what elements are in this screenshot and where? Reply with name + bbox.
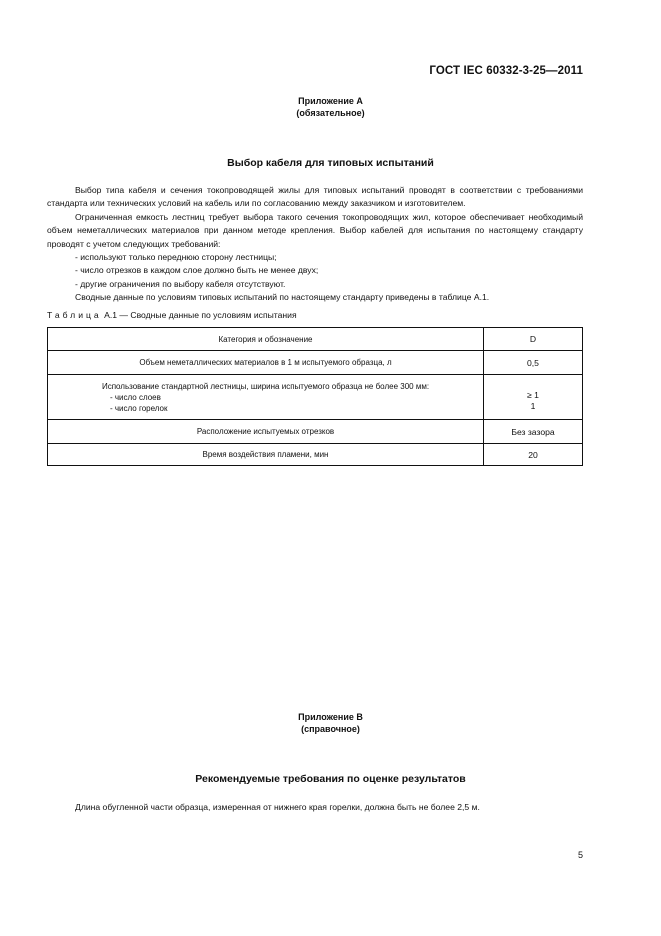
list-item: - число отрезков в каждом слое должно быть не менее двух; bbox=[75, 265, 319, 276]
layers-count-value: ≥ 1 bbox=[527, 389, 539, 400]
table-cell-value: 20 bbox=[484, 444, 583, 466]
table-cell-label bbox=[48, 375, 484, 420]
annex-a-header bbox=[0, 95, 661, 119]
table-cell-value: D bbox=[484, 328, 583, 351]
table-caption-rest: А.1 — Сводные данные по условиям испытания bbox=[104, 310, 297, 320]
table-row bbox=[48, 375, 583, 420]
annex-a-status: (обязательное) bbox=[296, 108, 365, 118]
annex-a-heading: Выбор кабеля для типовых испытаний bbox=[227, 157, 434, 169]
annex-a-paragraph-3: Сводные данные по условиям типовых испытаний по настоящему стандарту приведены в таблице А.1. bbox=[75, 292, 490, 303]
table-caption bbox=[47, 310, 297, 320]
layers-count-label: - число слоев bbox=[110, 392, 161, 402]
table-row bbox=[48, 351, 583, 375]
page-number: 5 bbox=[577, 850, 583, 860]
list-item: - другие ограничения по выбору кабеля отсутствуют. bbox=[75, 278, 286, 289]
burners-count-value: 1 bbox=[530, 400, 536, 411]
table-cell-value: Без зазора bbox=[484, 420, 583, 444]
annex-b-status: (справочное) bbox=[301, 724, 360, 734]
annex-a-body bbox=[47, 184, 583, 305]
burners-count-label: - число горелок bbox=[110, 403, 168, 413]
annex-a-paragraph-1: Выбор типа кабеля и сечения токопроводящей жилы для типовых испытаний проводят в соответствии с требованиями стандарта или технических условий на кабель или по согласованию между заказчиком и изготовителем. bbox=[47, 185, 583, 209]
document-code: ГОСТ IEC 60332-3-25—2011 bbox=[429, 65, 583, 77]
test-conditions-table bbox=[47, 327, 583, 466]
annex-a-title: Приложение А bbox=[298, 96, 363, 106]
table-row bbox=[48, 444, 583, 466]
table-cell-value bbox=[484, 375, 583, 420]
table-row bbox=[48, 328, 583, 351]
table-cell-label: Объем неметаллических материалов в 1 м испытуемого образца, л bbox=[48, 351, 484, 375]
table-row bbox=[48, 420, 583, 444]
annex-b-title: Приложение В bbox=[298, 712, 363, 722]
annex-b-heading: Рекомендуемые требования по оценке результатов bbox=[195, 773, 466, 785]
list-item: - используют только переднюю сторону лестницы; bbox=[75, 252, 277, 263]
ladder-usage-label: Использование стандартной лестницы, ширина испытуемого образца не более 300 мм: bbox=[101, 381, 430, 391]
table-cell-label: Категория и обозначение bbox=[48, 328, 484, 351]
annex-a-paragraph-2: Ограниченная емкость лестниц требует выбора такого сечения токопроводящих жил, которое обеспечивает необходимый объем неметаллических материалов при данном методе крепления. Выбор кабелей для испытания по настоящему стандарту проводят с учетом следующих требований: bbox=[47, 211, 583, 249]
annex-b-header bbox=[0, 711, 661, 735]
table-cell-label: Время воздействия пламени, мин bbox=[48, 444, 484, 466]
annex-b-paragraph: Длина обугленной части образца, измеренная от нижнего края горелки, должна быть не более 2,5 м. bbox=[75, 802, 480, 812]
table-cell-value: 0,5 bbox=[484, 351, 583, 375]
table-caption-word: Таблица bbox=[47, 310, 102, 320]
table-cell-label: Расположение испытуемых отрезков bbox=[48, 420, 484, 444]
